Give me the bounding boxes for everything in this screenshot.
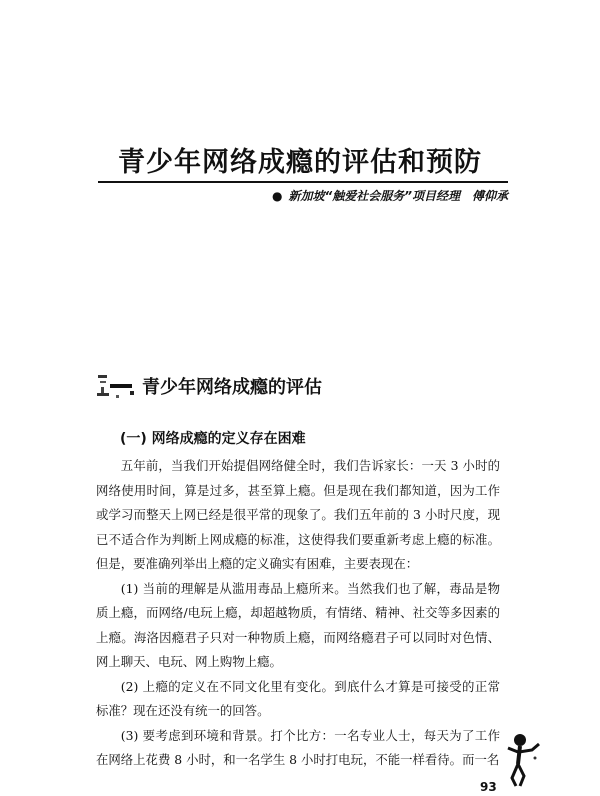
paragraph: (2) 上瘾的定义在不同文化里有变化。到底什么才算是可接受的正常标准？现在还没有统一的回答。: [96, 678, 500, 718]
byline-affiliation: 新加坡“触爱社会服务”项目经理: [288, 189, 460, 203]
walking-figure-icon: [506, 730, 542, 792]
section-numeral-icon: [96, 371, 138, 401]
subsection-heading: (一) 网络成瘾的定义存在困难: [120, 431, 306, 447]
section-heading-text: 青少年网络成瘾的评估: [142, 377, 322, 398]
body-text: [96, 454, 500, 773]
page-number: 93: [480, 780, 497, 794]
byline: [200, 187, 508, 204]
paragraph: (3) 要考虑到环境和背景。打个比方：一名专业人士，每天为了工作在网络上花费 8 小时，和一名学生 8 小时打电玩，不能一样看待。而一名: [96, 727, 500, 767]
paragraph: 五年前，当我们开始提倡网络健全时，我们告诉家长：一天 3 小时的网络使用时间，算是过多，甚至算上瘾。但是现在我们都知道，因为工作或学习而整天上网已经是很平常的现象了。我们五年前的 3 小时尺度，现已不适合作为判断上网成瘾的标准，这使得我们要重新考虑上瘾的标准。但是，要准确列举出上瘾的定义确实有困难，主要表现在：: [96, 458, 500, 571]
paragraph: (1) 当前的理解是从滥用毒品上瘾所来。当然我们也了解，毒品是物质上瘾，而网络/电玩上瘾，却超越物质，有情绪、精神、社交等多因素的上瘾。海洛因瘾君子只对一种物质上瘾，而网络瘾君子可以同时对色情、网上聊天、电玩、网上购物上瘾。: [96, 580, 500, 669]
section-heading: [96, 370, 322, 402]
byline-author: 傅仰承: [471, 189, 508, 203]
article-title: 青少年网络成瘾的评估和预防: [118, 147, 482, 178]
bullet-icon: ●: [272, 189, 283, 203]
title-rule: [98, 181, 508, 183]
